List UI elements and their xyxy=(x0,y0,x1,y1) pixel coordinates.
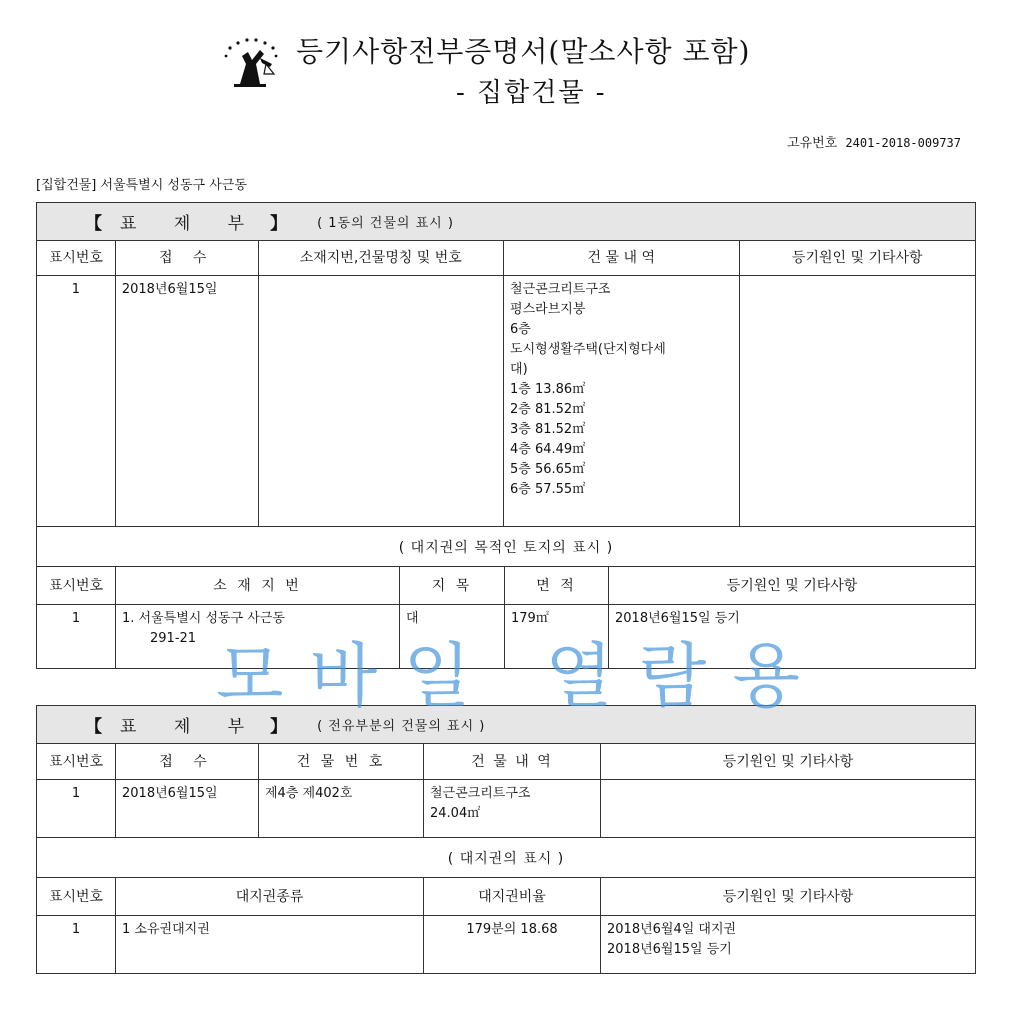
land-right-ratio: 179분의 18.68 xyxy=(423,916,600,973)
detail-line: 3층 81.52㎡ xyxy=(510,422,586,437)
section-header xyxy=(37,706,975,743)
column-header: 건 물 내 역 xyxy=(423,744,600,779)
court-emblem-icon xyxy=(216,34,286,90)
bracket-close: 】 xyxy=(270,214,288,234)
detail-line: 도시형생활주택(단지형다세 xyxy=(510,342,666,357)
land-location xyxy=(115,605,399,668)
unique-number xyxy=(787,132,961,151)
detail-line: 6층 xyxy=(510,322,531,337)
column-header: 등기원인 및 기타사항 xyxy=(600,744,975,779)
cause-line: 2018년6월15일 등기 xyxy=(607,942,732,957)
bracket-close: 】 xyxy=(270,717,288,737)
table-row xyxy=(37,779,975,837)
detail-line: 평스라브지붕 xyxy=(510,302,586,317)
detail-line: 5층 56.65㎡ xyxy=(510,462,586,477)
land-right-header-row xyxy=(37,877,975,915)
document-header xyxy=(0,28,1025,108)
column-header: 등기원인 및 기타사항 xyxy=(608,567,975,604)
unique-number-label: 고유번호 xyxy=(787,136,838,151)
entry-number: 1 xyxy=(71,922,81,937)
cause-cell xyxy=(739,276,975,526)
detail-line: 4층 64.49㎡ xyxy=(510,442,586,457)
column-header: 면 적 xyxy=(504,567,608,604)
column-header: 소 재 지 번 xyxy=(115,567,399,604)
column-header: 표시번호 xyxy=(48,577,104,594)
document-title: 등기사항전부증명서(말소사항 포함) xyxy=(296,35,751,68)
pyojebu-building-table xyxy=(36,202,976,669)
property-address: [집합건물] 서울특별시 성동구 사근동 xyxy=(36,178,247,193)
land-header-row xyxy=(37,566,975,604)
column-header: 표시번호 xyxy=(48,250,103,266)
land-right-type: 1 소유권대지권 xyxy=(115,916,423,973)
column-header: 등기원인 및 기타사항 xyxy=(600,878,975,915)
unit-details xyxy=(423,780,600,837)
bracket-open: 【 xyxy=(85,717,102,737)
building-details xyxy=(503,276,738,526)
column-header: 접 수 xyxy=(115,241,258,275)
detail-line: 대) xyxy=(510,362,528,377)
land-cause: 2018년6월15일 등기 xyxy=(608,605,975,668)
receipt-date: 2018년6월15일 xyxy=(115,276,258,526)
table-row xyxy=(37,275,975,526)
column-header: 지 목 xyxy=(399,567,504,604)
land-right-row xyxy=(37,915,975,973)
detail-line: 6층 57.55㎡ xyxy=(510,482,586,497)
detail-line: 24.04㎡ xyxy=(430,806,481,821)
land-area: 179㎡ xyxy=(504,605,608,668)
entry-number: 1 xyxy=(71,282,81,297)
table-header-row xyxy=(37,743,975,779)
location-line: 291-21 xyxy=(150,631,197,646)
column-header: 접 수 xyxy=(115,744,258,779)
land-subtitle: ( 대지권의 목적인 토지의 표시 ) xyxy=(37,526,975,566)
table-header-row xyxy=(37,240,975,275)
section-label: 표 제 부 xyxy=(120,214,261,234)
building-number: 제4층 제402호 xyxy=(258,780,423,837)
detail-line: 2층 81.52㎡ xyxy=(510,402,586,417)
column-header: 소재지번,건물명칭 및 번호 xyxy=(258,241,503,275)
column-header: 대지권종류 xyxy=(115,878,423,915)
pyojebu-unit-table xyxy=(36,705,976,974)
land-row xyxy=(37,604,975,668)
bracket-open: 【 xyxy=(85,214,102,234)
land-right-cause xyxy=(600,916,975,973)
column-header: 표시번호 xyxy=(48,888,104,905)
column-header: 표시번호 xyxy=(48,753,104,770)
entry-number: 1 xyxy=(71,786,81,801)
entry-number: 1 xyxy=(71,611,81,626)
column-header: 등기원인 및 기타사항 xyxy=(739,241,975,275)
document-subtitle: - 집합건물 - xyxy=(456,78,607,108)
detail-line: 철근콘크리트구조 xyxy=(510,282,611,297)
land-category: 대 xyxy=(399,605,504,668)
section-header xyxy=(37,203,975,240)
location-line: 1. 서울특별시 성동구 사근동 xyxy=(122,611,285,626)
unique-number-value: 2401-2018-009737 xyxy=(845,136,961,150)
receipt-date: 2018년6월15일 xyxy=(115,780,258,837)
cause-line: 2018년6월4일 대지권 xyxy=(607,922,737,937)
mobile-view-watermark: 모바일 열람용 xyxy=(216,635,826,717)
section-sub: ( 1동의 건물의 표시 ) xyxy=(317,216,454,231)
section-label: 표 제 부 xyxy=(120,717,261,737)
column-header: 건 물 내 역 xyxy=(503,241,738,275)
detail-line: 1층 13.86㎡ xyxy=(510,382,586,397)
location-cell xyxy=(258,276,503,526)
land-right-subtitle: ( 대지권의 표시 ) xyxy=(37,837,975,877)
detail-line: 철근콘크리트구조 xyxy=(430,786,531,801)
section-sub: ( 전유부분의 건물의 표시 ) xyxy=(317,719,486,734)
cause-cell xyxy=(600,780,975,837)
column-header: 건 물 번 호 xyxy=(258,744,423,779)
column-header: 대지권비율 xyxy=(423,878,600,915)
